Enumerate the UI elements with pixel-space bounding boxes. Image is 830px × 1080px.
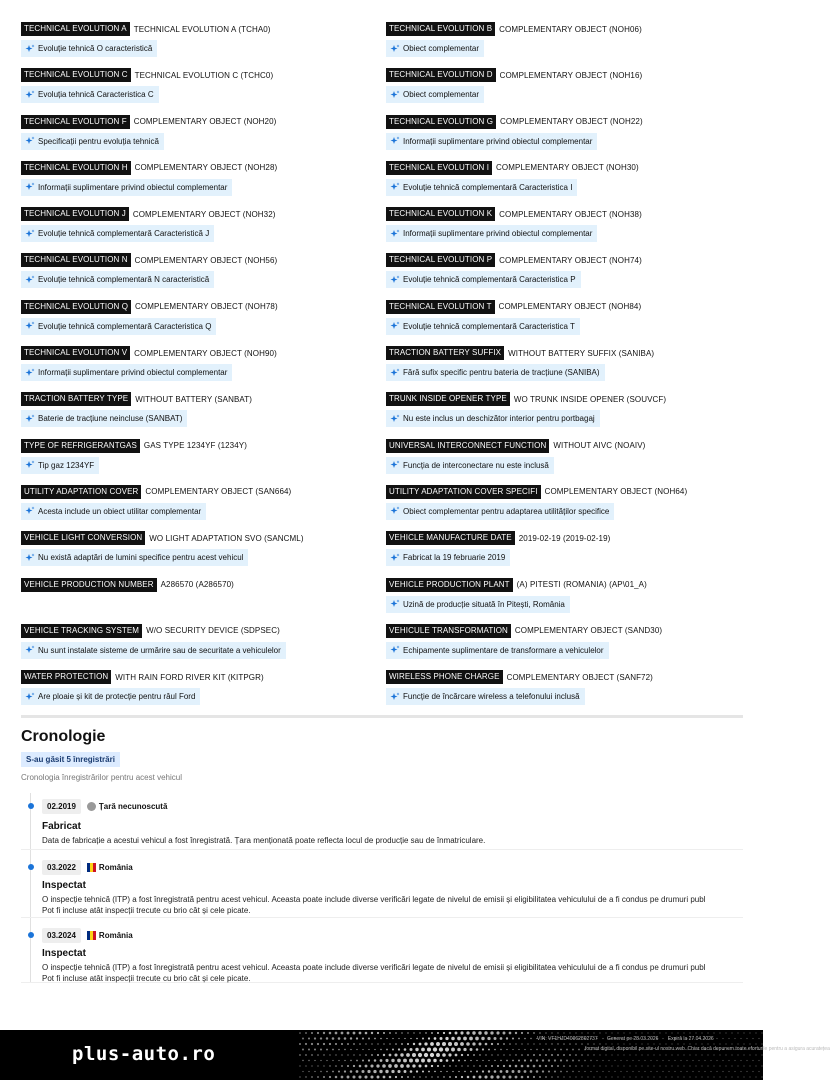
spec-description-text: Informații suplimentare privind obiectul complementar [38,368,228,378]
spec-item [386,578,743,624]
sparkle-icon [390,599,400,609]
spec-description-text: Echipamente suplimentare de transformare a vehiculelor [403,645,604,655]
spec-description-text: Fabricat la 19 februarie 2019 [403,553,506,563]
expiry-date: Expiră la 27.04.2026 [667,1036,714,1042]
spec-header [21,346,386,360]
sparkle-icon [25,182,35,192]
spec-item [21,439,386,485]
spec-tag: WATER PROTECTION [21,670,111,684]
spec-value: WITHOUT AIVC (NOAIV) [553,441,646,451]
spec-description-text: Specificații pentru evoluția tehnică [38,136,159,146]
timeline-date: 02.2019 [42,799,81,814]
spec-header [386,22,743,36]
spec-description [386,133,597,150]
timeline-text-line1: Data de fabricație a acestui vehicul a fost înregistrată. Țara menționată poate reflecta locul de producție sau de înmatriculare. [42,836,486,845]
spec-header [386,207,743,221]
spec-header [386,392,743,406]
spec-item [386,161,743,207]
sparkle-icon [390,368,400,378]
spec-tag: VEHICLE TRACKING SYSTEM [21,624,142,638]
spec-header [386,670,743,684]
sparkle-icon [25,275,35,285]
timeline [21,793,743,993]
sparkle-icon [390,90,400,100]
spec-item [21,207,386,253]
timeline-event-type: Fabricat [42,821,81,832]
spec-description [21,457,99,474]
sparkle-icon [390,553,400,563]
spec-header [386,115,743,129]
spec-description-text: Evoluție tehnică complementară N caracteristică [38,275,210,285]
brand-logo-text: plus-auto.ro [72,1043,216,1065]
spec-tag: TECHNICAL EVOLUTION G [386,115,496,129]
spec-item [386,624,743,670]
spec-description-text: Evoluție tehnică complementară Caracteristica P [403,275,576,285]
sparkle-icon [25,321,35,331]
spec-description-text: Obiect complementar [403,44,480,53]
spec-tag: TECHNICAL EVOLUTION N [21,253,131,267]
sparkle-icon [390,506,400,516]
spec-description-text: Uzină de producție situată în Pitești, România [403,599,565,609]
timeline-text-line1: O inspecție tehnică (ITP) a fost înregistrată pentru acest vehicul. Aceasta poate include diverse verificări legate de nivelul de emisii și eligibilitatea vehiculului de a fi condus pe drumuri publ [42,895,706,904]
spec-item [21,300,386,346]
spec-description-text: Tip gaz 1234YF [38,460,95,470]
romania-flag-icon [87,863,96,872]
spec-description-text: Evoluția tehnică Caracteristica C [38,90,154,100]
spec-header [21,22,386,36]
timeline-dot [28,932,34,938]
spec-description-text: Nu există adaptări de lumini specifice pentru acest vehicul [38,553,244,563]
spec-tag: TECHNICAL EVOLUTION H [21,161,131,175]
spec-tag: TRUNK INSIDE OPENER TYPE [386,392,510,406]
spec-item [21,115,386,161]
sparkle-icon [390,136,400,146]
spec-description [21,410,187,427]
sparkle-icon [25,460,35,470]
timeline-event-description [42,835,743,846]
sparkle-icon [25,692,35,702]
spec-tag: TECHNICAL EVOLUTION V [21,346,130,360]
spec-item [21,392,386,438]
sparkle-icon [390,460,400,470]
spec-tag: TECHNICAL EVOLUTION T [386,300,495,314]
spec-description [386,642,609,659]
spec-tag: TECHNICAL EVOLUTION D [386,68,496,82]
spec-description-text: Fără sufix specific pentru bateria de tracțiune (SANIBA) [403,368,600,378]
timeline-text-line2: Pot fi incluse atât inspecții trecute cu brio cât și cele picate. [42,906,251,915]
spec-description-text: Obiect complementar [403,90,480,100]
spec-value: COMPLEMENTARY OBJECT (NOH78) [135,302,278,312]
section-subtitle: Cronologia înregistrărilor pentru acest vehicul [21,773,182,782]
spec-value: COMPLEMENTARY OBJECT (NOH56) [134,255,278,265]
spec-header [386,300,743,314]
spec-description [386,40,484,57]
spec-description [21,271,214,288]
spec-tag: TECHNICAL EVOLUTION A [21,22,130,36]
sparkle-icon [390,321,400,331]
spec-description [386,410,600,427]
spec-tag: TYPE OF REFRIGERANTGAS [21,439,140,453]
spec-item [386,670,743,716]
spec-description-text: Are ploaie și kit de protecție pentru râul Ford [38,692,196,702]
spec-item [386,68,743,114]
spec-tag: VEHICLE MANUFACTURE DATE [386,531,515,545]
spec-value: COMPLEMENTARY OBJECT (NOH16) [499,70,643,80]
spec-item [386,392,743,438]
spec-item [21,624,386,670]
spec-description-text: Informații suplimentare privind obiectul complementar [38,182,228,192]
spec-description [386,318,580,335]
spec-value: W/O SECURITY DEVICE (SDPSEC) [146,626,280,636]
timeline-event-description [42,962,743,984]
timeline-entry [21,793,743,850]
spec-item [386,300,743,346]
spec-tag: UTILITY ADAPTATION COVER [21,485,141,499]
spec-description [21,549,248,566]
section-title: Cronologie [21,728,106,745]
section-divider [21,715,743,718]
spec-description [386,225,597,242]
sparkle-icon [390,182,400,192]
spec-item [386,531,743,577]
spec-tag: VEHICLE PRODUCTION PLANT [386,578,513,592]
spec-tag: TECHNICAL EVOLUTION Q [21,300,131,314]
spec-description [386,179,577,196]
spec-tag: TECHNICAL EVOLUTION I [386,161,492,175]
spec-value: WITHOUT BATTERY SUFFIX (SANIBA) [508,348,655,358]
spec-value: COMPLEMENTARY OBJECT (NOH64) [544,487,688,497]
spec-tag: TECHNICAL EVOLUTION K [386,207,495,221]
spec-value: COMPLEMENTARY OBJECT (NOH32) [132,209,276,219]
spec-description-text: Evoluție tehnică complementară Caracteristica I [403,182,573,192]
sparkle-icon [25,553,35,563]
spec-tag: TECHNICAL EVOLUTION F [21,115,130,129]
spec-description [386,688,585,705]
spec-value: COMPLEMENTARY OBJECT (NOH20) [133,117,277,127]
spec-value: (A) PITESTI (ROMANIA) (AP\01_A) [516,580,647,590]
spec-header [386,161,743,175]
spec-tag: VEHICLE LIGHT CONVERSION [21,531,145,545]
spec-header [386,253,743,267]
spec-description-text: Obiect complementar pentru adaptarea utilităților specifice [403,506,610,516]
spec-tag: WIRELESS PHONE CHARGE [386,670,503,684]
spec-header [21,115,386,129]
spec-description [21,503,206,520]
spec-item [21,68,386,114]
spec-description-text: Informații suplimentare privind obiectul complementar [403,136,593,146]
spec-header [386,578,743,592]
spec-description-text: Funcția de interconectare nu este inclusă [403,460,549,470]
timeline-country-name: Țară necunoscută [98,802,168,811]
spec-description [386,364,605,381]
spec-item [21,253,386,299]
spec-description-text: Nu sunt instalate sisteme de urmărire sau de securitate a vehiculelor [38,645,281,655]
timeline-entry [21,854,743,918]
spec-header [21,253,386,267]
timeline-country [87,931,133,940]
sparkle-icon [25,90,35,100]
timeline-country-name: România [98,863,133,872]
sparkle-icon [390,692,400,702]
spec-value: COMPLEMENTARY OBJECT (NOH30) [496,163,639,173]
timeline-date: 03.2022 [42,860,81,875]
spec-value: COMPLEMENTARY OBJECT (NOH84) [498,302,642,312]
timeline-entry-header [42,860,133,875]
spec-tag: TRACTION BATTERY TYPE [21,392,131,406]
spec-description-text: Nu este inclus un deschizător interior pentru portbagaj [403,414,595,424]
sparkle-icon [25,44,35,54]
timeline-event-description [42,894,743,916]
spec-description-text: Evoluție tehnică O caracteristică [38,44,153,53]
spec-header [21,300,386,314]
spec-header [21,161,386,175]
timeline-dot [28,803,34,809]
spec-description-text: Informații suplimentare privind obiectul complementar [403,229,593,239]
spec-description [386,596,570,613]
spec-description-text: Evoluție tehnică complementară Caracteristica Q [38,321,212,331]
spec-description [386,86,484,103]
spec-value: WO LIGHT ADAPTATION SVO (SANCML) [149,533,304,543]
timeline-event-type: Inspectat [42,880,86,891]
spec-description [21,133,164,150]
globe-icon [87,802,96,811]
generated-date: Generat pe 28.03.2026 [606,1036,659,1042]
spec-header [386,439,743,453]
specs-grid [21,22,743,716]
vin-text: VIN: VF1HJD40962802737 [537,1036,598,1042]
sparkle-icon [390,229,400,239]
spec-description-text: Evoluție tehnică complementară Caracteristică J [38,229,210,239]
spec-value: A286570 (A286570) [160,580,234,590]
timeline-country [87,863,133,872]
spec-header [21,531,386,545]
sparkle-icon [390,275,400,285]
spec-description [21,318,216,335]
spec-value: COMPLEMENTARY OBJECT (SAN664) [145,487,292,497]
footer [0,1030,830,1080]
spec-item [21,578,386,624]
spec-description-text: Evoluție tehnică complementară Caracteristica T [403,321,575,331]
spec-value: WITHOUT BATTERY (SANBAT) [135,394,252,404]
spec-value: TECHNICAL EVOLUTION A (TCHA0) [133,24,271,34]
spec-description-text: Baterie de tracțiune neincluse (SANBAT) [38,414,183,424]
spec-description [21,40,157,57]
spec-item [386,207,743,253]
sparkle-icon [25,136,35,146]
sparkle-icon [390,44,400,54]
spec-description [21,642,286,659]
spec-header [386,346,743,360]
spec-tag: TECHNICAL EVOLUTION B [386,22,495,36]
spec-item [386,346,743,392]
spec-item [21,22,386,68]
timeline-date: 03.2024 [42,928,81,943]
spec-header [386,531,743,545]
spec-description [21,688,200,705]
timeline-country [87,802,167,811]
spec-item [386,439,743,485]
spec-item [21,161,386,207]
timeline-text-line1: O inspecție tehnică (ITP) a fost înregistrată pentru acest vehicul. Aceasta poate include diverse verificări legate de nivelul de emisii și eligibilitatea vehiculului de a fi condus pe drumuri publ [42,963,706,972]
spec-tag: UNIVERSAL INTERCONNECT FUNCTION [386,439,549,453]
spec-item [21,670,386,716]
spec-description [386,503,614,520]
spec-description [386,457,554,474]
spec-header [21,624,386,638]
spec-header [21,439,386,453]
spec-header [21,578,386,592]
spec-tag: TECHNICAL EVOLUTION P [386,253,495,267]
spec-item [21,485,386,531]
spec-tag: UTILITY ADAPTATION COVER SPECIFI [386,485,541,499]
sparkle-icon [390,414,400,424]
spec-header [21,670,386,684]
spec-value: COMPLEMENTARY OBJECT (NOH74) [499,255,642,265]
timeline-entry [21,922,743,983]
sparkle-icon [25,506,35,516]
spec-item [21,346,386,392]
spec-item [386,115,743,161]
spec-description-text: Funcție de încărcare wireless a telefonului inclusă [403,692,580,702]
spec-header [21,392,386,406]
footer-meta [537,1036,722,1042]
sparkle-icon [25,645,35,655]
spec-description [21,364,232,381]
spec-item [386,253,743,299]
spec-description [386,549,510,566]
sparkle-icon [390,645,400,655]
spec-value: GAS TYPE 1234YF (1234Y) [143,441,247,451]
sparkle-icon [25,368,35,378]
spec-description [21,225,214,242]
spec-header [21,207,386,221]
records-count-badge: S-au găsit 5 înregistrări [21,752,120,767]
spec-value: COMPLEMENTARY OBJECT (NOH90) [134,348,277,358]
spec-value: COMPLEMENTARY OBJECT (SANF72) [506,672,653,682]
spec-description-text: Acesta include un obiect utilitar complementar [38,506,202,516]
spec-tag: VEHICULE TRANSFORMATION [386,624,511,638]
spec-header [386,485,743,499]
sparkle-icon [25,229,35,239]
spec-value: TECHNICAL EVOLUTION C (TCHC0) [134,70,274,80]
spec-description [21,86,159,103]
spec-header [21,68,386,82]
footer-note: format digital, disponibil pe site-ul nostru web. Chiar dacă depunem toate eforturile pentru a asigura acuratețea [585,1046,830,1052]
spec-value: WO TRUNK INSIDE OPENER (SOUVCF) [513,394,667,404]
spec-value: COMPLEMENTARY OBJECT (SAND30) [514,626,663,636]
spec-value: COMPLEMENTARY OBJECT (NOH22) [500,117,643,127]
spec-value: 2019-02-19 (2019-02-19) [518,533,611,543]
romania-flag-icon [87,931,96,940]
spec-value: COMPLEMENTARY OBJECT (NOH28) [134,163,278,173]
spec-tag: TECHNICAL EVOLUTION C [21,68,131,82]
spec-value: WITH RAIN FORD RIVER KIT (KITPGR) [115,672,264,682]
timeline-entry-header [42,928,133,943]
spec-value: COMPLEMENTARY OBJECT (NOH38) [499,209,642,219]
sparkle-icon [25,414,35,424]
timeline-dot [28,864,34,870]
spec-item [386,485,743,531]
spec-tag: TECHNICAL EVOLUTION J [21,207,129,221]
spec-tag: VEHICLE PRODUCTION NUMBER [21,578,157,592]
spec-header [386,68,743,82]
spec-header [386,624,743,638]
spec-tag: TRACTION BATTERY SUFFIX [386,346,504,360]
spec-description [386,271,581,288]
timeline-entry-header [42,799,167,814]
timeline-country-name: România [98,931,133,940]
spec-value: COMPLEMENTARY OBJECT (NOH06) [499,24,642,34]
spec-item [386,22,743,68]
spec-item [21,531,386,577]
timeline-event-type: Inspectat [42,948,86,959]
spec-description [21,179,232,196]
spec-header [21,485,386,499]
timeline-text-line2: Pot fi incluse atât inspecții trecute cu brio cât și cele picate. [42,974,251,983]
